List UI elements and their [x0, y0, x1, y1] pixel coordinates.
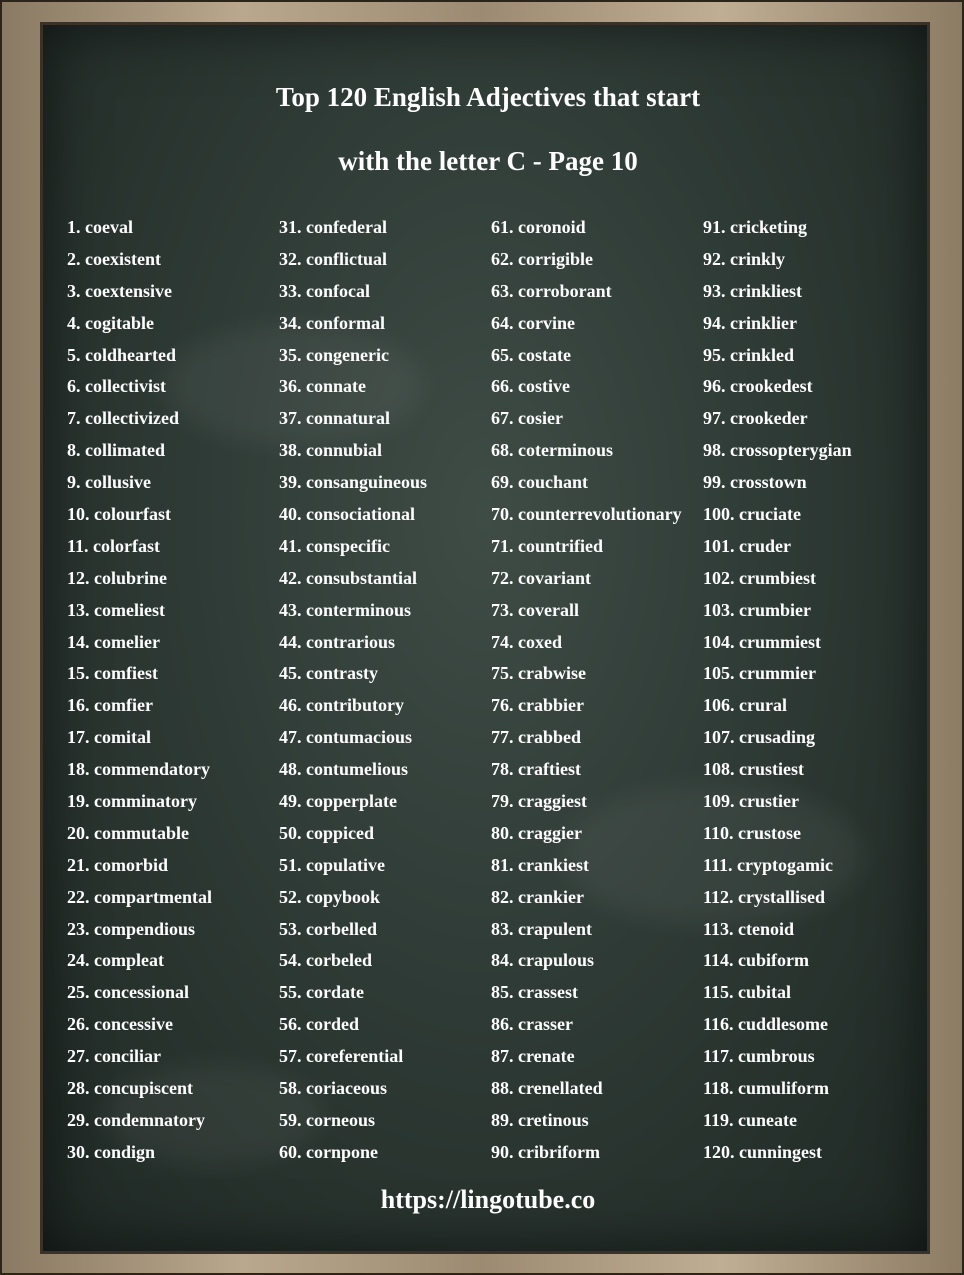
list-item: 84. crapulous	[491, 950, 595, 971]
list-item: 54. corbeled	[279, 950, 372, 971]
list-item: 56. corded	[279, 1014, 359, 1035]
list-item: 95. crinkled	[703, 344, 795, 365]
list-item: 94. crinklier	[703, 312, 797, 333]
list-item: 20. commutable	[67, 822, 189, 843]
list-item: 75. crabwise	[491, 663, 586, 684]
list-item: 16. comfier	[67, 695, 153, 716]
list-item: 9. collusive	[67, 472, 151, 493]
list-item: 72. covariant	[491, 567, 591, 588]
list-item: 104. crummiest	[703, 631, 821, 652]
list-item: 108. crustiest	[703, 759, 804, 780]
list-item: 25. concessional	[67, 982, 190, 1003]
page-title-line-1: Top 120 English Adjectives that start	[275, 82, 701, 112]
list-item: 35. congeneric	[279, 344, 389, 365]
list-item: 77. crabbed	[491, 727, 581, 748]
list-item: 85. crassest	[491, 982, 578, 1003]
list-item: 103. crumbier	[703, 599, 811, 620]
list-item: 105. crummier	[703, 663, 816, 684]
list-item: 12. colubrine	[67, 567, 168, 588]
list-item: 51. copulative	[279, 854, 385, 875]
list-item: 100. cruciate	[703, 504, 801, 525]
list-item: 24. compleat	[67, 950, 164, 971]
list-item: 60. cornpone	[279, 1141, 378, 1162]
list-item: 48. contumelious	[279, 759, 409, 780]
list-item: 30. condign	[67, 1141, 156, 1162]
list-item: 38. connubial	[279, 440, 383, 461]
list-item: 88. crenellated	[491, 1078, 603, 1099]
list-item: 61. coronoid	[491, 217, 586, 237]
word-column-1	[67, 212, 212, 1169]
list-item: 80. craggier	[491, 822, 582, 843]
list-item: 59. corneous	[279, 1109, 375, 1130]
list-item: 70. counterrevolutionary	[491, 504, 682, 525]
list-item: 93. crinkliest	[703, 280, 802, 301]
list-item: 21. comorbid	[67, 854, 168, 875]
footer-url: https://lingotube.co	[380, 1185, 596, 1214]
list-item: 29. condemnatory	[67, 1109, 205, 1130]
list-item: 69. couchant	[491, 472, 589, 493]
list-item: 5. coldhearted	[67, 344, 176, 365]
list-item: 63. corroborant	[491, 280, 612, 301]
list-item: 62. corrigible	[491, 248, 593, 269]
list-item: 41. conspecific	[279, 535, 390, 556]
list-item: 58. coriaceous	[279, 1078, 387, 1099]
list-item: 4. cogitable	[67, 312, 154, 333]
list-item: 26. concessive	[67, 1014, 173, 1035]
list-item: 10. colourfast	[67, 504, 171, 525]
list-item: 53. corbelled	[279, 918, 377, 939]
list-item: 67. cosier	[491, 408, 563, 429]
list-item: 112. crystallised	[703, 886, 825, 907]
list-item: 27. conciliar	[67, 1046, 161, 1067]
list-item: 115. cubital	[703, 982, 792, 1003]
list-item: 13. comeliest	[67, 599, 165, 620]
list-item: 87. crenate	[491, 1046, 575, 1067]
list-item: 28. concupiscent	[67, 1078, 193, 1099]
list-item: 66. costive	[491, 376, 570, 397]
list-item: 39. consanguineous	[279, 472, 428, 493]
list-item: 81. crankiest	[491, 854, 589, 875]
list-item: 83. crapulent	[491, 918, 592, 939]
word-column-2	[279, 212, 427, 1169]
list-item: 101. cruder	[703, 535, 791, 556]
list-item: 82. crankier	[491, 886, 584, 907]
list-item: 44. contrarious	[279, 631, 395, 652]
word-column-3	[491, 212, 682, 1169]
list-item: 73. coverall	[491, 599, 579, 620]
list-item: 46. contributory	[279, 695, 404, 716]
list-item: 107. crusading	[703, 727, 816, 748]
list-item: 50. coppiced	[279, 822, 375, 843]
list-item: 65. costate	[491, 344, 571, 365]
list-item: 47. contumacious	[279, 727, 413, 748]
list-item: 64. corvine	[491, 312, 575, 333]
list-item: 91. cricketing	[703, 217, 807, 237]
list-item: 79. craggiest	[491, 791, 587, 812]
list-item: 71. countrified	[491, 535, 603, 556]
list-item: 92. crinkly	[703, 248, 786, 269]
list-item: 89. cretinous	[491, 1109, 589, 1130]
list-item: 7. collectivized	[67, 408, 179, 429]
list-item: 36. connate	[279, 376, 366, 397]
list-item: 31. confederal	[279, 217, 387, 237]
list-item: 117. cumbrous	[703, 1046, 815, 1067]
list-item: 110. crustose	[703, 822, 801, 843]
list-item: 33. confocal	[279, 280, 370, 301]
list-item: 57. coreferential	[279, 1046, 404, 1067]
list-item: 23. compendious	[67, 918, 196, 939]
list-item: 22. compartmental	[67, 886, 212, 907]
list-item: 52. copybook	[279, 886, 381, 907]
list-item: 14. comelier	[67, 631, 160, 652]
list-item: 1. coeval	[67, 217, 133, 237]
chalkboard	[40, 22, 930, 1254]
list-item: 106. crural	[703, 695, 787, 716]
list-item: 96. crookedest	[703, 376, 813, 397]
list-item: 102. crumbiest	[703, 567, 816, 588]
list-item: 90. cribriform	[491, 1141, 600, 1162]
list-item: 113. ctenoid	[703, 918, 795, 939]
list-item: 76. crabbier	[491, 695, 584, 716]
list-item: 86. crasser	[491, 1014, 573, 1035]
list-item: 99. crosstown	[703, 472, 807, 493]
list-item: 97. crookeder	[703, 408, 808, 429]
list-item: 3. coextensive	[67, 280, 172, 301]
list-item: 98. crossopterygian	[703, 440, 852, 461]
list-item: 119. cuneate	[703, 1109, 797, 1130]
list-item: 78. craftiest	[491, 759, 581, 780]
list-item: 18. commendatory	[67, 759, 210, 780]
list-item: 15. comfiest	[67, 663, 158, 684]
list-item: 49. copperplate	[279, 791, 397, 812]
page-title-line-2: with the letter C - Page 10	[338, 146, 638, 176]
list-item: 45. contrasty	[279, 663, 378, 684]
list-item: 68. coterminous	[491, 440, 613, 461]
list-item: 40. consociational	[279, 504, 416, 525]
list-item: 34. conformal	[279, 312, 385, 333]
list-item: 6. collectivist	[67, 376, 166, 397]
list-item: 37. connatural	[279, 408, 391, 429]
list-item: 74. coxed	[491, 631, 562, 652]
list-item: 55. cordate	[279, 982, 364, 1003]
list-item: 111. cryptogamic	[703, 854, 833, 875]
word-column-4	[703, 212, 852, 1169]
list-item: 42. consubstantial	[279, 567, 418, 588]
list-item: 116. cuddlesome	[703, 1014, 829, 1035]
list-item: 114. cubiform	[703, 950, 809, 971]
list-item: 8. collimated	[67, 440, 165, 461]
list-item: 43. conterminous	[279, 599, 411, 620]
list-item: 2. coexistent	[67, 248, 161, 269]
list-item: 120. cunningest	[703, 1141, 823, 1162]
list-item: 109. crustier	[703, 791, 799, 812]
list-item: 118. cumuliform	[703, 1078, 829, 1099]
list-item: 19. comminatory	[67, 791, 197, 812]
list-item: 11. colorfast	[67, 535, 160, 556]
list-item: 17. comital	[67, 727, 151, 748]
list-item: 32. conflictual	[279, 248, 387, 269]
